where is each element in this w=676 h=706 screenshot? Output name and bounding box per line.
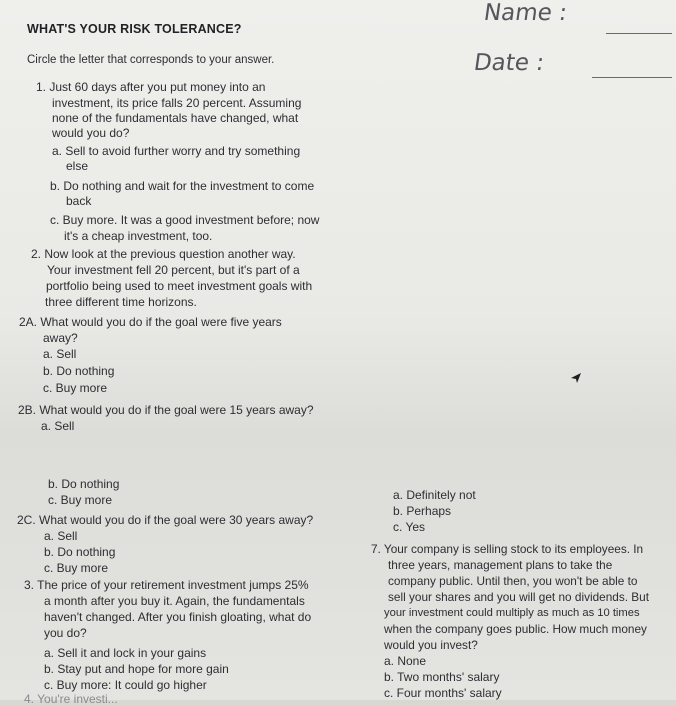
q2-line-4: three different time horizons. <box>45 295 197 309</box>
q3-option-a: a. Sell it and lock in your gains <box>44 646 207 660</box>
q7-line-5: your investment could multiply as much as 10 times <box>384 607 640 619</box>
q1-line-1: 1. Just 60 days after you put money into an <box>36 80 266 94</box>
q7-line-7: would you invest? <box>384 638 478 652</box>
q3-line-3: haven't changed. After you finish gloating, what do <box>44 610 312 624</box>
q2b-option-c: c. Buy more <box>48 493 113 507</box>
q1-option-a-cont: else <box>66 159 89 173</box>
q2c-option-c: c. Buy more <box>44 561 109 575</box>
q2c-option-a: a. Sell <box>44 529 78 543</box>
q2a-line-1: 2A. What would you do if the goal were five years <box>19 315 282 329</box>
q7-line-3: company public. Until then, you won't be able to <box>388 574 638 588</box>
q2a-option-b: b. Do nothing <box>43 364 115 378</box>
name-label: Name : <box>482 0 569 26</box>
q1-option-a: a. Sell to avoid further worry and try something <box>52 144 301 158</box>
q2a-line-2: away? <box>43 331 78 345</box>
q1-line-3: none of the fundamentals have changed, what <box>52 111 299 125</box>
q7-line-6: when the company goes public. How much money <box>384 622 647 636</box>
q2a-option-a: a. Sell <box>43 347 77 361</box>
q4-partial-line: 4. You're investi... <box>24 692 118 706</box>
q2-line-1: 2. Now look at the previous question another way. <box>31 247 296 261</box>
q3-option-b: b. Stay put and hope for more gain <box>44 662 229 676</box>
q7-line-1: 7. Your company is selling stock to its employees. In <box>371 542 644 556</box>
q3-option-c: c. Buy more: It could go higher <box>44 678 207 692</box>
q6-option-c: c. Yes <box>393 520 426 534</box>
q2b-option-a: a. Sell <box>41 419 75 433</box>
q1-option-c: c. Buy more. It was a good investment before; now <box>50 213 320 227</box>
q7-option-b: b. Two months' salary <box>384 670 500 684</box>
q7-option-a: a. None <box>384 654 427 668</box>
q2-line-2: Your investment fell 20 percent, but it's part of a <box>47 263 300 277</box>
q1-option-c-cont: it's a cheap investment, too. <box>64 229 213 243</box>
q2c-line: 2C. What would you do if the goal were 30 years away? <box>17 513 314 527</box>
q1-option-b-cont: back <box>66 194 92 208</box>
q2c-option-b: b. Do nothing <box>44 545 116 559</box>
q7-line-2: three years, management plans to take the <box>388 558 613 572</box>
q6-option-b: b. Perhaps <box>393 504 452 518</box>
q1-line-4: would you do? <box>52 126 130 140</box>
instruction-text: Circle the letter that corresponds to your answer. <box>27 54 275 66</box>
q1-option-b: b. Do nothing and wait for the investment to come <box>50 179 315 193</box>
q2-line-3: portfolio being used to meet investment goals with <box>46 279 313 293</box>
q3-line-1: 3. The price of your retirement investment jumps 25% <box>24 578 309 592</box>
q2b-line: 2B. What would you do if the goal were 15 years away? <box>18 403 314 417</box>
date-line <box>592 77 672 78</box>
date-label: Date : <box>472 50 546 76</box>
q6-option-a: a. Definitely not <box>393 488 476 502</box>
q7-line-4: sell your shares and you will get no dividends. But <box>388 590 649 604</box>
q2a-option-c: c. Buy more <box>43 381 108 395</box>
q1-line-2: investment, its price falls 20 percent. Assuming <box>52 96 302 110</box>
q3-line-2: a month after you buy it. Again, the fundamentals <box>44 594 305 608</box>
name-line <box>606 33 672 34</box>
worksheet-title: WHAT'S YOUR RISK TOLERANCE? <box>27 22 242 36</box>
q7-option-c: c. Four months' salary <box>384 686 502 700</box>
q2b-option-b: b. Do nothing <box>48 477 120 491</box>
q3-line-4: you do? <box>44 626 87 640</box>
